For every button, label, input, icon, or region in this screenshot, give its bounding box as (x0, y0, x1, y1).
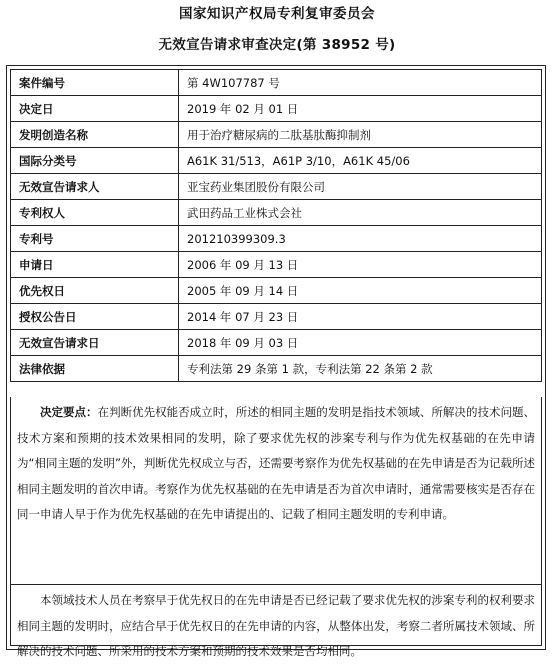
table-row (11, 252, 542, 278)
row-value-patentee: 武田药品工业株式会社 (179, 200, 542, 226)
row-value-grant-date: 2014 年 07 月 23 日 (179, 304, 542, 330)
row-value-patent-number: 201210399309.3 (179, 226, 542, 252)
decision-second-paragraph (10, 585, 542, 658)
row-label-invention-name: 发明创造名称 (11, 122, 179, 148)
case-info-table (10, 69, 542, 382)
row-value-legal-basis: 专利法第 29 条第 1 款，专利法第 22 条第 2 款 (179, 356, 542, 382)
office-title: 国家知识产权局专利复审委员会 (179, 6, 375, 22)
table-row (11, 122, 542, 148)
row-label-case-number: 案件编号 (11, 70, 179, 96)
decision-title: 无效宣告请求审查决定(第 38952 号) (158, 37, 396, 53)
row-value-petitioner: 亚宝药业集团股份有限公司 (179, 174, 542, 200)
table-row (11, 200, 542, 226)
decision-points-text: 在判断优先权能否成立时，所述的相同主题的发明是指技术领域、所解决的技术问题、技术方案和预期的技术效果相同的发明，除了要求优先权的涉案专利与作为优先权基础的在先申请为“相同主题的发明”外，判断优先权成立与否，还需要考察作为优先权基础的在先申请是否为记载所述相同主题发明的首次申请。考察作为优先权基础的在先申请是否为首次申请时，通常需要核实是否存在同一申请人早于作为优先权基础的在先申请提出的、记载了相同主题发明的专利申请。 (17, 405, 536, 521)
row-label-priority-date: 优先权日 (11, 278, 179, 304)
row-label-petitioner: 无效宣告请求人 (11, 174, 179, 200)
row-value-priority-date: 2005 年 09 月 14 日 (179, 278, 542, 304)
row-value-case-number: 第 4W107787 号 (179, 70, 542, 96)
table-row (11, 96, 542, 122)
row-label-grant-date: 授权公告日 (11, 304, 179, 330)
table-row (11, 356, 542, 382)
decision-points-paragraph (10, 397, 542, 585)
table-row (11, 278, 542, 304)
row-label-filing-date: 申请日 (11, 252, 179, 278)
row-value-ipc: A61K 31/513，A61P 3/10，A61K 45/06 (179, 148, 542, 174)
table-row (11, 304, 542, 330)
row-value-invention-name: 用于治疗糖尿病的二肽基肽酶抑制剂 (179, 122, 542, 148)
decision-second-text: 本领域技术人员在考察早于优先权日的在先申请是否已经记载了要求优先权的涉案专利的权利要求相同主题的发明时，应结合早于优先权日的在先申请的内容，从整体出发，考察二者所属技术领域、所解决的技术问题、所采用的技术方案和预期的技术效果是否均相同。 (17, 593, 535, 658)
decision-points-label: 决定要点： (40, 405, 98, 419)
row-label-decision-date: 决定日 (11, 96, 179, 122)
table-row (11, 174, 542, 200)
table-row (11, 148, 542, 174)
row-label-ipc: 国际分类号 (11, 148, 179, 174)
row-label-legal-basis: 法律依据 (11, 356, 179, 382)
row-label-request-date: 无效宣告请求日 (11, 330, 179, 356)
row-label-patentee: 专利权人 (11, 200, 179, 226)
row-label-patent-number: 专利号 (11, 226, 179, 252)
table-row (11, 330, 542, 356)
row-value-filing-date: 2006 年 09 月 13 日 (179, 252, 542, 278)
table-row (11, 226, 542, 252)
row-value-decision-date: 2019 年 02 月 01 日 (179, 96, 542, 122)
row-value-request-date: 2018 年 09 月 03 日 (179, 330, 542, 356)
table-row (11, 70, 542, 96)
